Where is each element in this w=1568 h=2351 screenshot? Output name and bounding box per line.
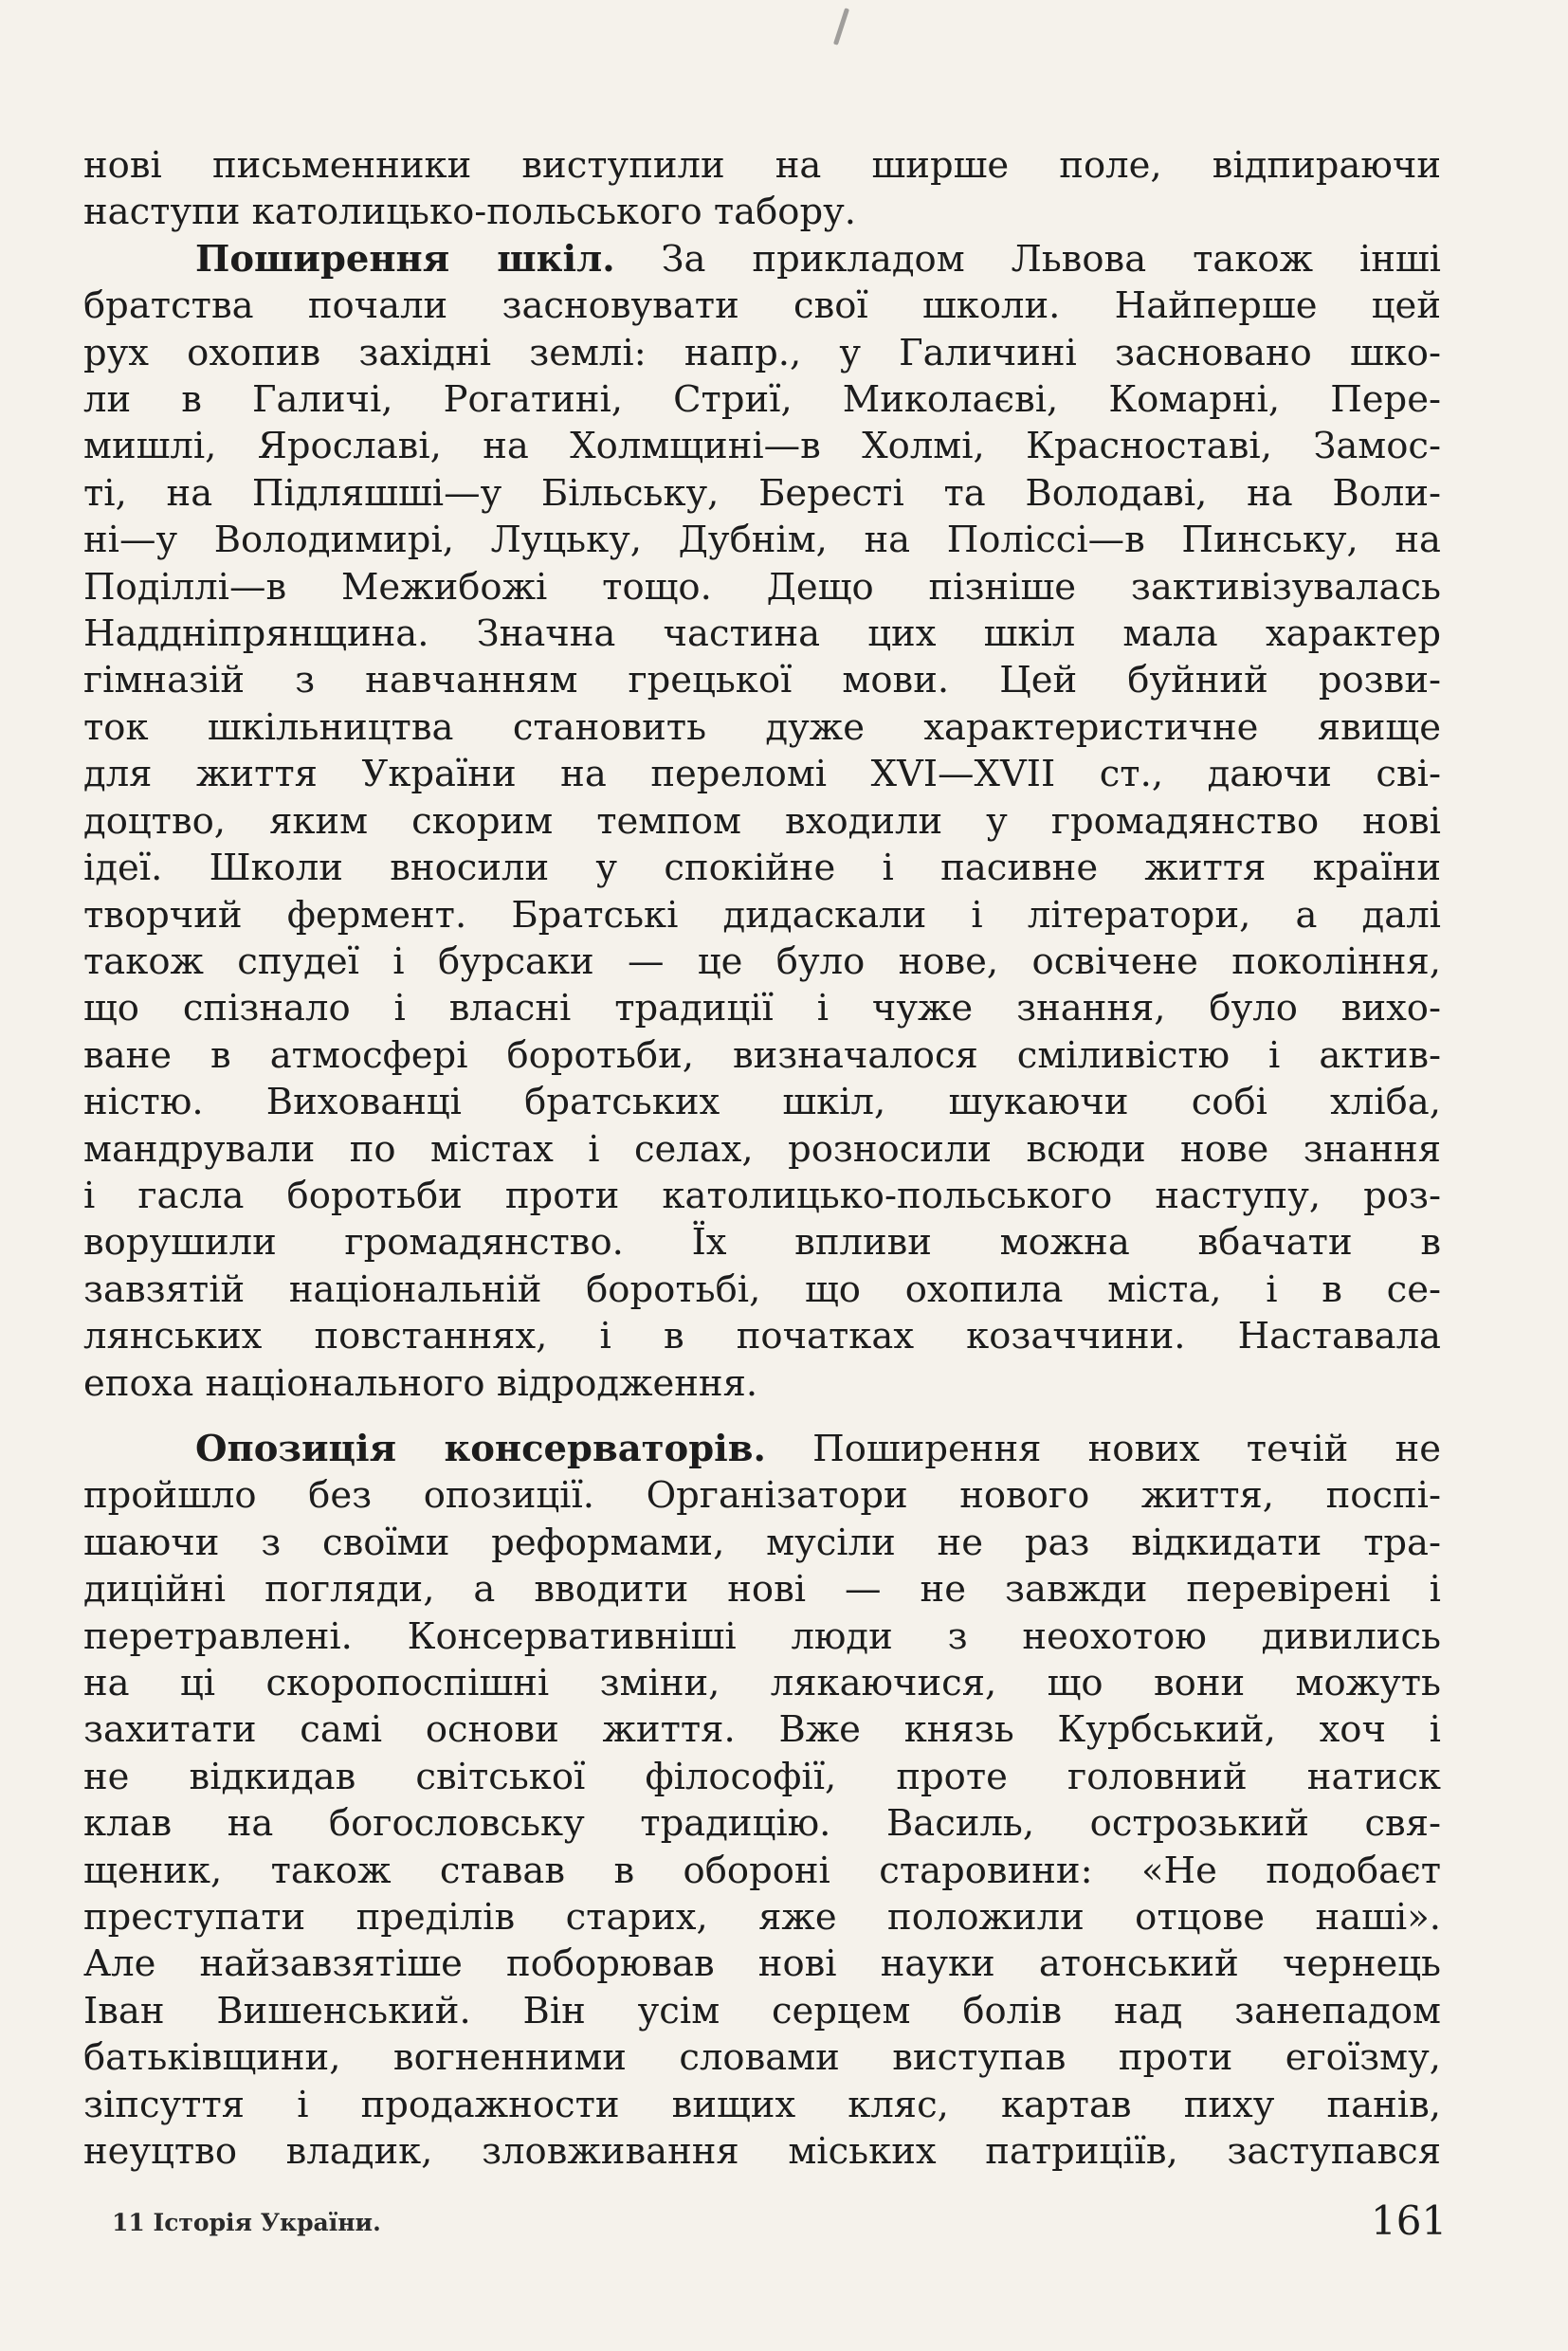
text-line: ли в Галичі, Рогатині, Стриї, Миколаєві, Комарні, Пере- <box>83 378 1441 422</box>
text-line: не відкидав світської філософії, проте головний натиск <box>83 1755 1441 1798</box>
text-line: пройшло без опозиції. Організатори нового життя, поспі- <box>83 1474 1441 1518</box>
text-line: ні—у Володимирі, Луцьку, Дубнім, на Поліссі—в Пинську, на <box>83 519 1441 562</box>
text-line: ване в атмосфері боротьби, визначалося сміливістю і актив- <box>83 1033 1441 1077</box>
text-line: мандрували по містах і селах, розносили всюди нове знання <box>83 1127 1441 1171</box>
section-heading-conservatives: Опозиція консерваторів. <box>195 1427 766 1470</box>
text-line: зіпсуття і продажности вищих кляс, картав пиху панів, <box>83 2083 1441 2126</box>
text-line: братства почали засновувати свої школи. Найперше цей <box>83 284 1441 328</box>
text-line: неуцтво владик, зловживання міських патриціїв, заступався <box>83 2130 1441 2174</box>
text-line: Поділлі—в Межибожі тощо. Дещо пізніше зактивізувалась <box>83 565 1441 609</box>
text-line: лянських повстаннях, і в початках козаччини. Наставала <box>83 1315 1441 1358</box>
text-line: Наддніпрянщина. Значна частина цих шкіл мала характер <box>83 612 1441 656</box>
text-line: творчий фермент. Братські дидаскали і літератори, а далі <box>83 893 1441 937</box>
stray-pen-mark <box>833 8 849 46</box>
signature-mark: 11 Історія України. <box>112 2209 381 2236</box>
text-line: рух охопив західні землі: напр., у Галичині засновано шко- <box>83 331 1441 374</box>
text-line: захитати самі основи життя. Вже князь Курбський, хоч і <box>83 1708 1441 1752</box>
text-line: преступати преділів старих, яже положили отцове наші». <box>83 1896 1441 1940</box>
text-line: епоха національного відродження. <box>83 1361 758 1405</box>
section-first-line <box>83 236 1441 282</box>
text-fragment: За прикладом Львова також інші <box>661 237 1441 281</box>
text-line: Іван Вишенський. Він усім серцем болів над занепадом <box>83 1989 1441 2032</box>
section-first-line <box>83 1426 1441 1472</box>
text-line: мишлі, Ярославі, на Холмщині—в Холмі, Красноставі, Замос- <box>83 425 1441 468</box>
text-line: для життя України на переломі XVI—XVII ст., даючи сві- <box>83 753 1441 796</box>
text-line: доцтво, яким скорим темпом входили у громадянство нові <box>83 799 1441 843</box>
text-line: ток шкільництва становить дуже характеристичне явище <box>83 705 1441 749</box>
text-line: на ці скоропоспішні зміни, лякаючися, що вони можуть <box>83 1662 1441 1704</box>
text-fragment: Поширення нових течій не <box>812 1427 1441 1470</box>
text-line: ті, на Підляшші—у Більську, Бересті та Володаві, на Воли- <box>83 471 1441 515</box>
text-line: і гасла боротьби проти католицько-польського наступу, роз- <box>83 1174 1441 1217</box>
text-line: ворушили громадянство. Їх впливи можна вбачати в <box>83 1221 1441 1265</box>
text-line: перетравлені. Консервативніші люди з неохотою дивились <box>83 1614 1441 1658</box>
text-line: що спізнало і власні традиції і чуже знання, було вихо- <box>83 987 1441 1030</box>
text-line: завзятій національній боротьбі, що охопила міста, і в се- <box>83 1267 1441 1311</box>
text-line: також спудеї і бурсаки — це було нове, освічене покоління, <box>83 939 1441 983</box>
text-line: щеник, також ставав в обороні старовини: «Не подобаєт <box>83 1849 1441 1892</box>
text-line: ністю. Вихованці братських шкіл, шукаючи собі хліба, <box>83 1081 1441 1124</box>
page-number: 161 <box>1371 2197 1448 2244</box>
text-line: наступи католицько-польського табору. <box>83 191 857 234</box>
body-text <box>83 142 1441 2175</box>
text-line: диційні погляди, а вводити нові — не завжди перевірені і <box>83 1568 1441 1612</box>
text-line: клав на богословську традицію. Василь, острозький свя- <box>83 1802 1441 1846</box>
text-line: гімназій з навчанням грецької мови. Цей буйний розви- <box>83 659 1441 702</box>
text-line: шаючи з своїми реформами, мусіли не раз відкидати тра- <box>83 1521 1441 1564</box>
text-line: нові письменники виступили на ширше поле, відпираючи <box>83 144 1441 187</box>
text-line: Але найзавзятіше поборював нові науки атонський чернець <box>83 1942 1441 1986</box>
section-heading-schools: Поширення шкіл. <box>195 237 615 281</box>
text-line: ідеї. Школи вносили у спокійне і пасивне життя країни <box>83 847 1441 890</box>
text-line: батьківщини, вогненними словами виступав проти егоїзму, <box>83 2036 1441 2080</box>
